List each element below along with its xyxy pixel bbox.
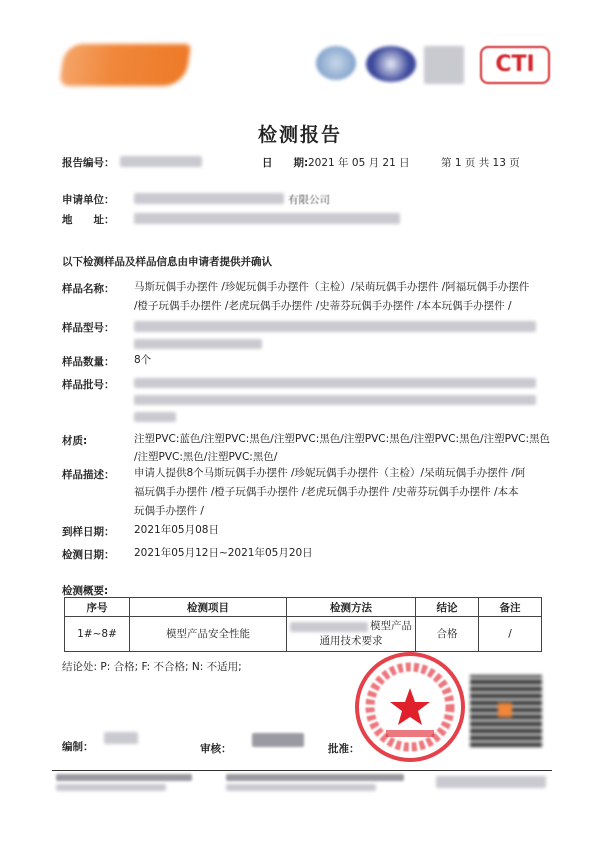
conclusion-legend: 结论处: P: 合格; F: 不合格; N: 不适用; xyxy=(62,661,242,673)
test-date-value: 2021年05月12日~2021年05月20日 xyxy=(134,547,313,559)
applicant-unit-label: 申请单位： xyxy=(62,194,115,206)
prepared-by-signature xyxy=(104,732,138,744)
prepared-by-label: 编制： xyxy=(62,741,94,753)
arrival-date-value: 2021年05月08日 xyxy=(134,524,219,536)
footer-address-en-redacted xyxy=(226,774,404,781)
address-label: 地 址： xyxy=(62,214,115,226)
sample-batch-redacted-2 xyxy=(134,395,536,405)
col-header-result: 结论 xyxy=(416,598,479,617)
method-line-1: 模型产品 xyxy=(370,620,412,632)
sample-model-redacted-2 xyxy=(134,339,262,349)
cell-result: 合格 xyxy=(416,617,479,652)
summary-table xyxy=(64,597,542,652)
material-line-2: /注塑PVC:黑色/注塑PVC:黑色/ xyxy=(134,451,278,463)
cell-note: / xyxy=(479,617,542,652)
report-no-label: 报告编号： xyxy=(62,157,115,169)
accreditation-text-block xyxy=(424,46,464,84)
sample-model-redacted-1 xyxy=(134,321,536,332)
col-header-item: 检测项目 xyxy=(130,598,287,617)
sample-qty-label: 样品数量： xyxy=(62,356,115,368)
material-line-1: 注塑PVC:蓝色/注塑PVC:黑色/注塑PVC:黑色/注塑PVC:黑色/注塑PVC:黑色/注塑PVC:黑色 xyxy=(134,433,550,445)
footer-divider xyxy=(52,770,552,771)
sample-desc-line-1: 申请人提供8个马斯玩偶手办摆件 /珍妮玩偶手办摆件（主检）/呆萌玩偶手办摆件 /阿 xyxy=(134,467,526,479)
sample-batch-label: 样品批号： xyxy=(62,379,115,391)
orange-brush-logo xyxy=(59,44,191,86)
material-label: 材质: xyxy=(62,435,88,447)
table-row xyxy=(65,617,542,652)
cti-logo: CTI xyxy=(480,46,550,84)
company-seal-stamp xyxy=(353,650,467,764)
summary-heading: 检测概要: xyxy=(62,585,109,597)
summary-header-row xyxy=(65,598,542,617)
sample-batch-redacted-3 xyxy=(134,412,176,422)
reviewed-by-signature xyxy=(252,733,304,747)
sample-desc-line-3: 玩偶手办摆件 / xyxy=(134,505,204,517)
cell-item: 模型产品安全性能 xyxy=(130,617,287,652)
col-header-no: 序号 xyxy=(65,598,130,617)
sample-name-label: 样品名称： xyxy=(62,283,115,295)
sample-model-label: 样品型号： xyxy=(62,322,115,334)
reviewed-by-label: 审核： xyxy=(200,743,232,755)
date-label: 日 期: xyxy=(262,157,309,169)
report-no-value-redacted xyxy=(120,156,202,167)
footer-address-cn-redacted xyxy=(226,784,376,791)
page-title: 检测报告 xyxy=(257,124,342,146)
sample-desc-line-2: 福玩偶手办摆件 /橙子玩偶手办摆件 /老虎玩偶手办摆件 /史蒂芬玩偶手办摆件 /本本 xyxy=(134,486,519,498)
qr-code-icon xyxy=(470,675,542,747)
arrival-date-label: 到样日期： xyxy=(62,526,115,538)
cnas-logo-icon xyxy=(366,46,416,82)
notice-heading: 以下检测样品及样品信息由申请者提供并确认 xyxy=(62,256,272,268)
col-header-note: 备注 xyxy=(479,598,542,617)
cell-no: 1#~8# xyxy=(65,617,130,652)
sample-name-line-1: 马斯玩偶手办摆件 /珍妮玩偶手办摆件（主检）/呆萌玩偶手办摆件 /阿福玩偶手办摆件 xyxy=(134,281,530,293)
address-redacted xyxy=(134,213,400,224)
footer-contact-redacted xyxy=(436,776,546,788)
approved-by-label: 批准： xyxy=(328,743,360,755)
applicant-unit-redacted xyxy=(134,193,284,204)
footer-company-cn-redacted xyxy=(56,784,166,791)
cell-method xyxy=(287,617,416,652)
page-info: 第 1 页 共 13 页 xyxy=(441,157,520,169)
qr-center-logo-icon xyxy=(498,703,512,717)
footer-company-en-redacted xyxy=(56,774,192,781)
sample-name-line-2: /橙子玩偶手办摆件 /老虎玩偶手办摆件 /史蒂芬玩偶手办摆件 /本本玩偶手办摆件 / xyxy=(134,300,512,312)
sample-batch-redacted-1 xyxy=(134,378,536,388)
date-value: 2021 年 05 月 21 日 xyxy=(308,157,410,169)
applicant-unit-tail: 有限公司 xyxy=(288,194,330,206)
method-line-2: 通用技术要求 xyxy=(319,635,383,647)
method-standard-redacted xyxy=(290,622,368,632)
cma-logo-icon xyxy=(316,46,356,80)
sample-qty-value: 8个 xyxy=(134,354,152,366)
test-date-label: 检测日期： xyxy=(62,549,115,561)
sample-desc-label: 样品描述： xyxy=(62,469,115,481)
col-header-method: 检测方法 xyxy=(287,598,416,617)
